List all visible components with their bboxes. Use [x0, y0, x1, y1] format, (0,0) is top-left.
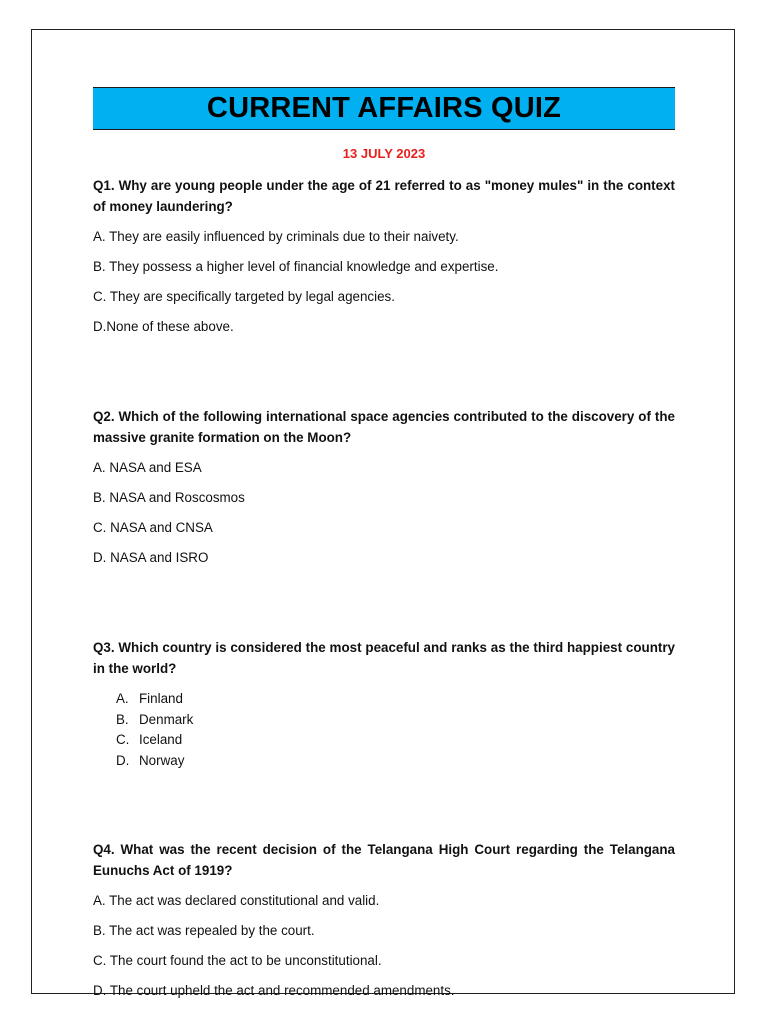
option-letter: A.: [116, 691, 129, 706]
option-letter: B.: [116, 711, 129, 727]
question-4-option-c: C. The court found the act to be unconstitutional.: [93, 953, 382, 968]
page-title: CURRENT AFFAIRS QUIZ: [206, 92, 562, 124]
option-text: Norway: [139, 752, 185, 768]
question-1-option-a: A. They are easily influenced by criminals due to their naivety.: [93, 229, 459, 244]
question-3-option-a: [93, 689, 675, 710]
quiz-content: [93, 175, 675, 1031]
question-block-4: [93, 839, 675, 1001]
question-1-option-d: D.None of these above.: [93, 319, 234, 334]
question-3-option-b: [93, 710, 675, 731]
question-2-text: Q2. Which of the following international space agencies contributed to the discovery of the massive granite formation on the Moon?: [93, 409, 675, 445]
question-block-3: [93, 637, 675, 809]
option-letter: D.: [116, 752, 130, 768]
question-4-text: Q4. What was the recent decision of the Telangana High Court regarding the Telangana Eunuchs Act of 1919?: [93, 842, 675, 878]
question-4-option-d: D. The court upheld the act and recommended amendments.: [93, 983, 455, 998]
question-2-option-b: B. NASA and Roscosmos: [93, 490, 245, 505]
question-2-option-a: A. NASA and ESA: [93, 460, 202, 475]
question-1-option-c: C. They are specifically targeted by legal agencies.: [93, 289, 395, 304]
question-3-option-d: [93, 751, 675, 772]
option-text: Denmark: [139, 711, 194, 727]
option-letter: C.: [116, 732, 130, 747]
question-3-option-c: [93, 730, 675, 751]
question-3-options-list: [93, 689, 675, 771]
question-4-option-a: A. The act was declared constitutional and valid.: [93, 893, 380, 908]
question-block-2: [93, 406, 675, 607]
question-4-option-b: B. The act was repealed by the court.: [93, 923, 315, 938]
quiz-date: 13 JULY 2023: [342, 146, 426, 161]
option-text: Finland: [139, 691, 183, 706]
question-2-option-d: D. NASA and ISRO: [93, 550, 209, 565]
question-1-text: Q1. Why are young people under the age of 21 referred to as "money mules" in the context of money laundering?: [93, 178, 675, 214]
question-block-1: [93, 175, 675, 376]
question-3-text: Q3. Which country is considered the most peaceful and ranks as the third happiest country in the world?: [93, 640, 675, 676]
question-2-option-c: C. NASA and CNSA: [93, 520, 213, 535]
option-text: Iceland: [139, 732, 183, 747]
question-1-option-b: B. They possess a higher level of financial knowledge and expertise.: [93, 259, 499, 274]
title-banner: [93, 87, 675, 130]
